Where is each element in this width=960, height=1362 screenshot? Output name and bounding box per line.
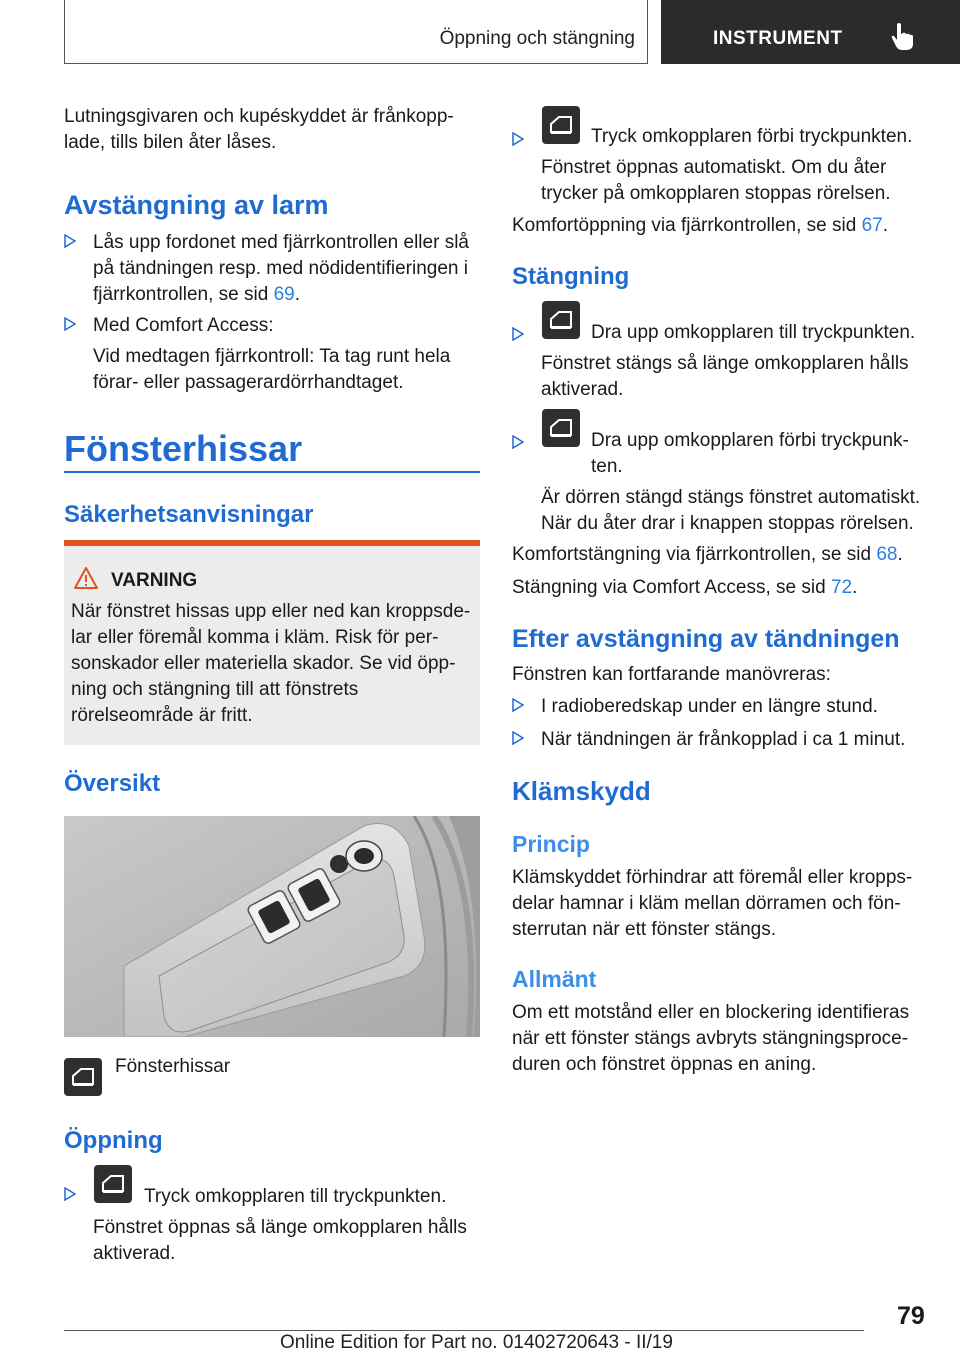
bullet-triangle-icon — [64, 1187, 76, 1201]
general-text: Om ett motstånd eller en blockering identifieras när ett fönster stängs avbryts stängningsproce-duren och fönstret öppnas en aning. — [512, 1002, 910, 1075]
comfort-open-text — [512, 213, 928, 239]
close-bullet-2 — [591, 428, 928, 480]
overview-heading: Översikt — [64, 770, 161, 797]
page-title: Fönsterhissar — [64, 428, 303, 469]
window-lifter-icon — [542, 301, 580, 339]
alarm-bullet-1-text: Lås upp fordonet med fjärrkontrollen eller slå på tändningen resp. med nödidentifieringen i fjärrkontrollen, se sid — [93, 232, 469, 305]
open-bullet-2: Tryck omkopplaren förbi tryckpunkten. — [591, 126, 913, 147]
alarm-bullet-2: Med Comfort Access: — [93, 315, 274, 336]
opening-heading: Öppning — [64, 1127, 163, 1154]
header-section-title: Öppning och stängning — [439, 28, 635, 49]
bullet-triangle-icon — [512, 435, 524, 449]
ignition-bullet-2: När tändningen är frånkopplad i ca 1 minut. — [541, 729, 906, 750]
alarm-bullet-1 — [93, 230, 480, 308]
page-link-72[interactable]: 72 — [830, 577, 853, 598]
open-bullet-1-sub: Fönstret öppnas så länge omkopplaren hålls aktiverad. — [93, 1217, 467, 1264]
pinch-heading: Klämskydd — [512, 776, 651, 806]
footer-rule — [64, 1330, 864, 1331]
punctuation: . — [852, 577, 858, 598]
punctuation: . — [294, 284, 300, 305]
page-number: 79 — [897, 1302, 925, 1330]
comfort-close-text-body: Komfortstängning via fjärrkontrollen, se sid — [512, 544, 877, 565]
closing-heading: Stängning — [512, 263, 630, 290]
warning-bar — [64, 540, 480, 546]
punctuation: . — [897, 544, 903, 565]
close-bullet-2-sub: Är dörren stängd stängs fönstret automatiskt. När du åter drar i knappen stoppas rörelsen. — [541, 487, 921, 534]
general-heading: Allmänt — [512, 966, 597, 992]
close-bullet-1: Dra upp omkopplaren till tryckpunkten. — [591, 322, 916, 343]
hand-pointer-icon — [891, 22, 915, 52]
warning-box — [64, 540, 480, 745]
comfort-close-text — [512, 542, 928, 568]
warning-title: VARNING — [111, 570, 198, 591]
comfort-open-text-body: Komfortöppning via fjärrkontrollen, se sid — [512, 215, 862, 236]
title-rule — [64, 471, 480, 473]
warning-body: När fönstret hissas upp eller ned kan kroppsde-lar eller föremål komma i kläm. Risk för per-sonskador eller materiella skador. Se vid öpp-ning och stängning till att fönstrets rörelseområde är fritt. — [71, 601, 471, 726]
warning-triangle-icon — [73, 566, 99, 590]
principle-text: Klämskyddet förhindrar att föremål eller kropps-delar hamnar i kläm mellan dörramen och fön-sterrutan när ett fönster stängs. — [512, 867, 913, 940]
bullet-triangle-icon — [512, 327, 524, 341]
window-lifter-icon — [542, 106, 580, 144]
ignition-text: Fönstren kan fortfarande manövreras: — [512, 664, 831, 685]
window-lifter-icon — [542, 409, 580, 447]
open-bullet-2-sub: Fönstret öppnas automatiskt. Om du åter trycker på omkopplaren stoppas rörelsen. — [541, 157, 891, 204]
punctuation: . — [882, 215, 888, 236]
ignition-heading: Efter avstängning av tändningen — [512, 625, 900, 653]
alarm-bullet-2-sub: Vid medtagen fjärrkontroll: Ta tag runt hela förar- eller passagerardörrhandtaget. — [93, 346, 451, 393]
bullet-triangle-icon — [512, 698, 524, 712]
door-panel-illustration — [64, 816, 480, 1037]
close-bullet-1-sub: Fönstret stängs så länge omkopplaren hålls aktiverad. — [541, 353, 909, 400]
bullet-triangle-icon — [512, 132, 524, 146]
intro-paragraph: Lutningsgivaren och kupéskyddet är frånkopp-lade, tills bilen åter låses. — [64, 106, 454, 153]
access-close-text-body: Stängning via Comfort Access, se sid — [512, 577, 831, 598]
open-bullet-1: Tryck omkopplaren till tryckpunkten. — [144, 1186, 447, 1207]
header-chapter-title: INSTRUMENT — [713, 28, 843, 49]
safety-heading: Säkerhetsanvisningar — [64, 501, 314, 528]
bullet-triangle-icon — [512, 731, 524, 745]
access-close-text — [512, 575, 928, 601]
bullet-triangle-icon — [64, 234, 76, 248]
ignition-bullet-1: I radioberedskap under en längre stund. — [541, 696, 878, 717]
close-bullet-2-text: Dra upp omkopplaren förbi tryckpunk-ten. — [591, 430, 909, 477]
footer-edition: Online Edition for Part no. 01402720643 - II/19 — [280, 1332, 673, 1353]
page-link-68[interactable]: 68 — [876, 544, 898, 565]
window-switch-photo — [64, 816, 480, 1037]
bullet-triangle-icon — [64, 317, 76, 331]
photo-caption: Fönsterhissar — [115, 1056, 231, 1077]
page-link-69[interactable]: 69 — [273, 284, 295, 305]
header-section-box — [64, 0, 648, 64]
window-lifter-icon — [94, 1165, 132, 1203]
header-chapter-tab — [661, 0, 960, 64]
page-link-67[interactable]: 67 — [861, 215, 883, 236]
principle-heading: Princip — [512, 831, 590, 857]
window-lifter-icon — [64, 1058, 102, 1096]
alarm-heading: Avstängning av larm — [64, 190, 329, 220]
